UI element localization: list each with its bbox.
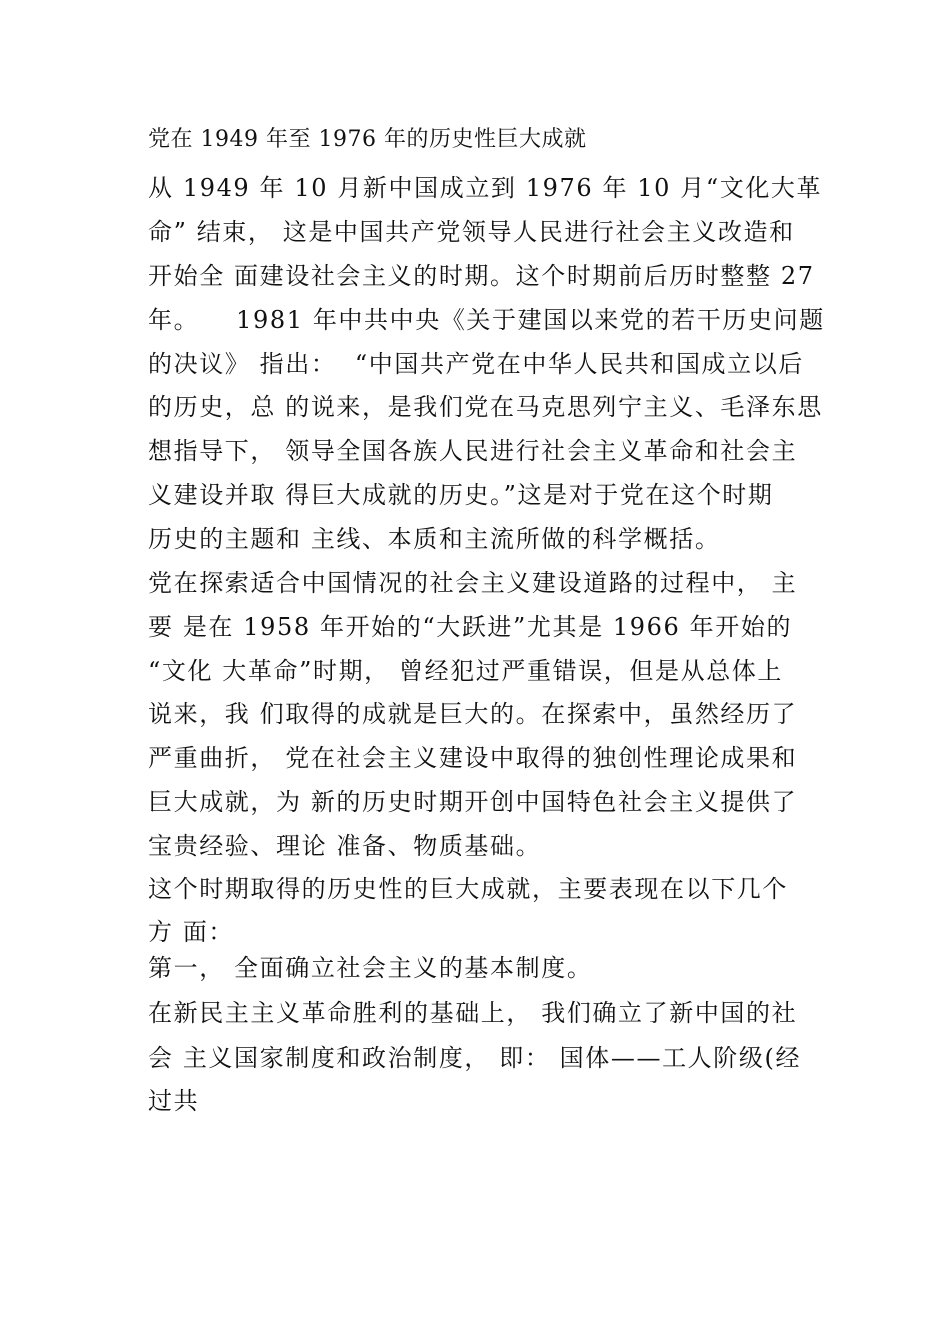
text-line: 说来，我 们取得的成就是巨大的。在探索中，虽然经历了 [148,700,798,728]
text-line: 在新民主主义革命胜利的基础上， 我们确立了新中国的社 [148,999,798,1027]
text-line: 年。 1981 年中共中央《关于建国以来党的若干历史问题 [148,306,825,334]
text-line: 开始全 面建设社会主义的时期。这个时期前后历时整整 27 [148,262,815,290]
text-line: 巨大成就，为 新的历史时期开创中国特色社会主义提供了 [148,788,798,816]
text-line: 这个时期取得的历史性的巨大成就，主要表现在以下几个 [148,875,788,903]
text-line: 要 是在 1958 年开始的“大跃进”尤其是 1966 年开始的 [148,613,793,641]
text-line: 第一， 全面确立社会主义的基本制度。 [148,954,593,982]
text-line: 从 1949 年 10 月新中国成立到 1976 年 10 月“文化大革 [148,174,823,202]
text-line: 的决议》 指出： “中国共产党在中华人民共和国成立以后 [148,350,804,378]
document-title: 党在 1949 年至 1976 年的历史性巨大成就 [148,127,587,152]
text-line: 会 主义国家制度和政治制度， 即： 国体——工人阶级(经 [148,1044,802,1072]
text-line: 宝贵经验、理论 准备、物质基础。 [148,832,542,860]
text-line: 严重曲折， 党在社会主义建设中取得的独创性理论成果和 [148,744,798,772]
text-line: 想指导下， 领导全国各族人民进行社会主义革命和社会主 [148,437,798,465]
text-line: 的历史，总 的说来，是我们党在马克思列宁主义、毛泽东思 [148,393,823,421]
text-line: “文化 大革命”时期， 曾经犯过严重错误，但是从总体上 [148,657,783,685]
text-line: 历史的主题和 主线、本质和主流所做的科学概括。 [148,525,721,553]
text-line: 党在探索适合中国情况的社会主义建设道路的过程中， 主 [148,569,798,597]
text-line: 义建设并取 得巨大成就的历史。”这是对于党在这个时期 [148,481,774,509]
text-line: 方 面： [148,918,235,946]
text-line: 命” 结束， 这是中国共产党领导人民进行社会主义改造和 [148,218,795,246]
text-line: 过共 [148,1087,200,1115]
